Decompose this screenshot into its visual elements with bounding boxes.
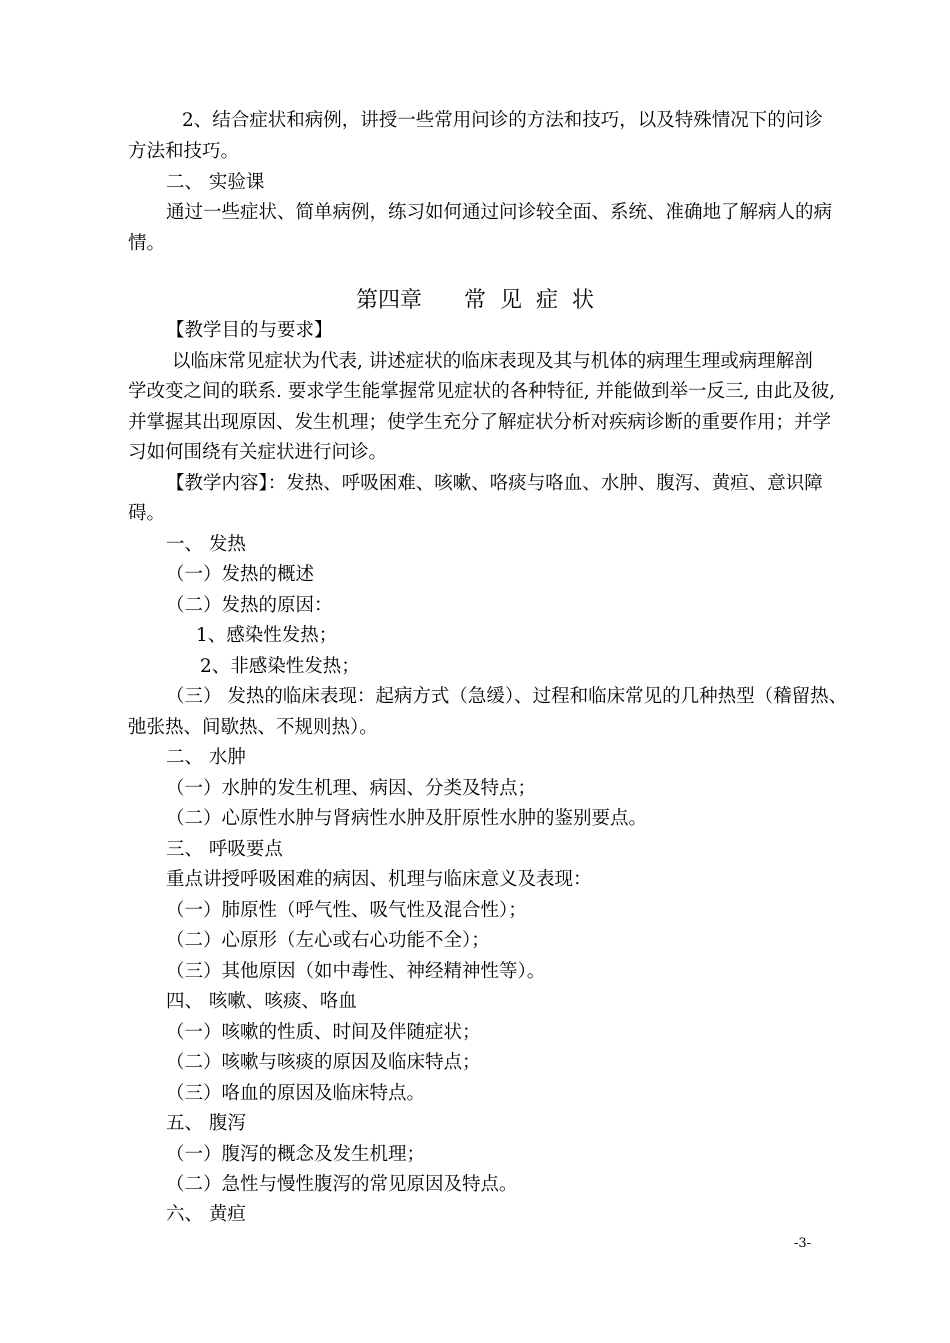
fever-item-2: （二）发热的原因： — [166, 595, 333, 616]
diarrhea-item-1: （一）腹泻的概念及发生机理； — [166, 1144, 426, 1165]
chapter-title: 第四章 常 见 症 状 — [356, 288, 594, 313]
breathing-item-1: （一）肺原性（呼气性、吸气性及混合性）； — [166, 900, 527, 921]
objectives-line-2: 学改变之间的联系. 要求学生能掌握常见症状的各种特征, 并能做到举一反三, 由此及彼, — [128, 381, 836, 402]
fever-cause-2: 2、非感染性发热； — [200, 656, 360, 677]
breathing-item-3: （三）其他原因（如中毒性、神经精神性等）。 — [166, 961, 546, 982]
objectives-line-1: 以临床常见症状为代表, 讲述症状的临床表现及其与机体的病理生理或病理解剖 — [172, 351, 813, 372]
method-line-2: 方法和技巧。 — [128, 141, 240, 162]
content-line-1: 【教学内容】：发热、呼吸困难、咳嗽、咯痰与咯血、水肿、腹泻、黄疸、意识障 — [166, 473, 823, 494]
cough-item-1: （一）咳嗽的性质、时间及伴随症状； — [166, 1022, 481, 1043]
method-line-1: 2、结合症状和病例，讲授一些常用问诊的方法和技巧，以及特殊情况下的问诊 — [182, 110, 823, 131]
section-fever: 一、 发热 — [166, 534, 246, 555]
lab-line-1: 通过一些症状、简单病例，练习如何通过问诊较全面、系统、准确地了解病人的病 — [166, 202, 833, 223]
page-number: -3- — [794, 1236, 812, 1251]
fever-item-3-line-1: （三） 发热的临床表现：起病方式（急缓）、过程和临床常见的几种热型（稽留热、 — [166, 686, 848, 707]
section-cough: 四、 咳嗽、咳痰、咯血 — [166, 991, 357, 1012]
edema-item-2: （二）心原性水肿与肾病性水肿及肝原性水肿的鉴别要点。 — [166, 808, 648, 829]
content-line-2: 碍。 — [128, 503, 166, 524]
fever-item-1: （一）发热的概述 — [166, 564, 315, 585]
diarrhea-item-2: （二）急性与慢性腹泻的常见原因及特点。 — [166, 1174, 518, 1195]
section-edema: 二、 水肿 — [166, 747, 246, 768]
lab-line-2: 情。 — [128, 233, 166, 254]
breathing-intro: 重点讲授呼吸困难的病因、机理与临床意义及表现： — [166, 869, 592, 890]
objectives-heading: 【教学目的与要求】 — [166, 320, 333, 341]
objectives-line-3: 并掌握其出现原因、发生机理；使学生充分了解症状分析对疾病诊断的重要作用；并学 — [128, 412, 832, 433]
cough-item-2: （二）咳嗽与咳痰的原因及临床特点； — [166, 1052, 481, 1073]
cough-item-3: （三）咯血的原因及临床特点。 — [166, 1083, 426, 1104]
objectives-line-4: 习如何围绕有关症状进行问诊。 — [128, 442, 388, 463]
section-breathing: 三、 呼吸要点 — [166, 839, 283, 860]
lab-heading: 二、 实验课 — [166, 172, 265, 193]
fever-cause-1: 1、感染性发热； — [196, 625, 338, 646]
breathing-item-2: （二）心原形（左心或右心功能不全）； — [166, 930, 490, 951]
section-diarrhea: 五、 腹泻 — [166, 1113, 246, 1134]
edema-item-1: （一）水肿的发生机理、病因、分类及特点； — [166, 778, 537, 799]
fever-item-3-line-2: 弛张热、间歇热、不规则热）。 — [128, 717, 378, 738]
section-jaundice: 六、 黄疸 — [166, 1204, 246, 1225]
